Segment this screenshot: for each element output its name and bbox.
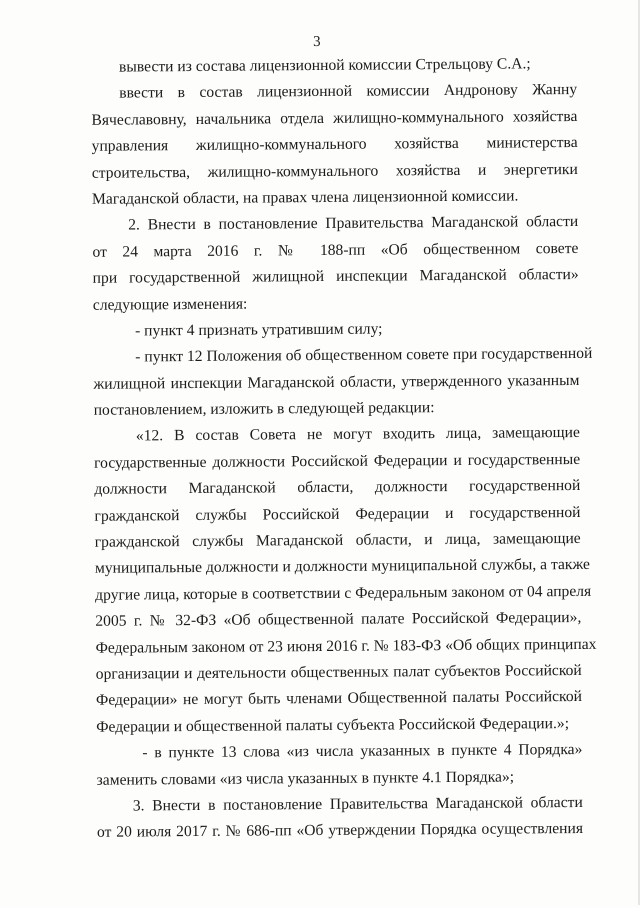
text-line: Вячеславовну, начальника отдела жилищно-коммунального хозяйства <box>91 107 578 129</box>
text-line: гражданской службы Российской Федерации и государственной <box>94 503 581 525</box>
text-line: «12. В состав Совета не могут входить лица, замещающие <box>135 424 580 445</box>
text-line: Магаданской области, на правах члена лицензионной комиссии. <box>91 187 519 208</box>
text-line: 3. Внести в постановление Правительства Магаданской области <box>132 793 583 815</box>
text-line: - в пункте 13 слова «из числа указанных в пункте 4 Порядка» <box>142 741 583 762</box>
text-line: ввести в состав лицензионной комиссии Андронову Жанну <box>119 81 578 102</box>
document-body <box>91 51 597 847</box>
text-line: 2. Внести в постановление Правительства Магаданской области <box>128 213 579 234</box>
text-line: - пункт 4 признать утратившим силу; <box>134 320 383 340</box>
text-line: государственные должности Российской Федерации и государственные <box>94 450 581 472</box>
text-line: от 20 июля 2017 г. № 686-пп «Об утверждении Порядка осуществления <box>96 820 584 842</box>
text-line: при государственной жилищной инспекции Магаданской области» <box>92 266 579 287</box>
text-line: - пункт 12 Положения об общественном совете при государственной <box>135 345 593 366</box>
text-line: заменить словами «из числа указанных в пункте 4.1 Порядка»; <box>96 768 515 789</box>
text-line: Федерации и общественной палаты субъекта Российской Федерации.»; <box>96 714 570 736</box>
page-number: 3 <box>312 33 321 51</box>
text-line: постановлением, изложить в следующей редакции: <box>93 399 435 419</box>
text-line: от 24 марта 2016 г. № 188-пп «Об общественном совете <box>92 239 579 261</box>
text-line: следующие изменения: <box>92 295 248 314</box>
text-line: Федерации» не могут быть членами Общественной палаты Российской <box>95 688 583 710</box>
text-line: Федеральным законом от 23 июня 2016 г. № 183-ФЗ «Об общих принципах <box>95 635 597 657</box>
text-line: жилищной инспекции Магаданской области, утвержденного указанным <box>93 371 580 393</box>
text-line: строительства, жилищно-коммунального хозяйства и энергетики <box>91 160 578 182</box>
text-line: гражданской службы Магаданской области, и лица, замещающие <box>94 529 581 551</box>
text-line: 2005 г. № 32-ФЗ «Об общественной палате Российской Федерации», <box>95 609 582 630</box>
text-line: управления жилищно-коммунального хозяйства министерства <box>91 134 578 155</box>
text-line: должности Магаданской области, должности государственной <box>94 477 581 499</box>
text-line: муниципальные должности и должности муниципальной службы, а также <box>94 556 591 578</box>
text-line: организации и деятельности общественных палат субъектов Российской <box>95 661 582 683</box>
text-line: другие лица, которые в соответствии с Федеральным законом от 04 апреля <box>95 582 592 604</box>
text-line: вывести из состава лицензионной комиссии Стрельцову С.А.; <box>118 55 531 76</box>
